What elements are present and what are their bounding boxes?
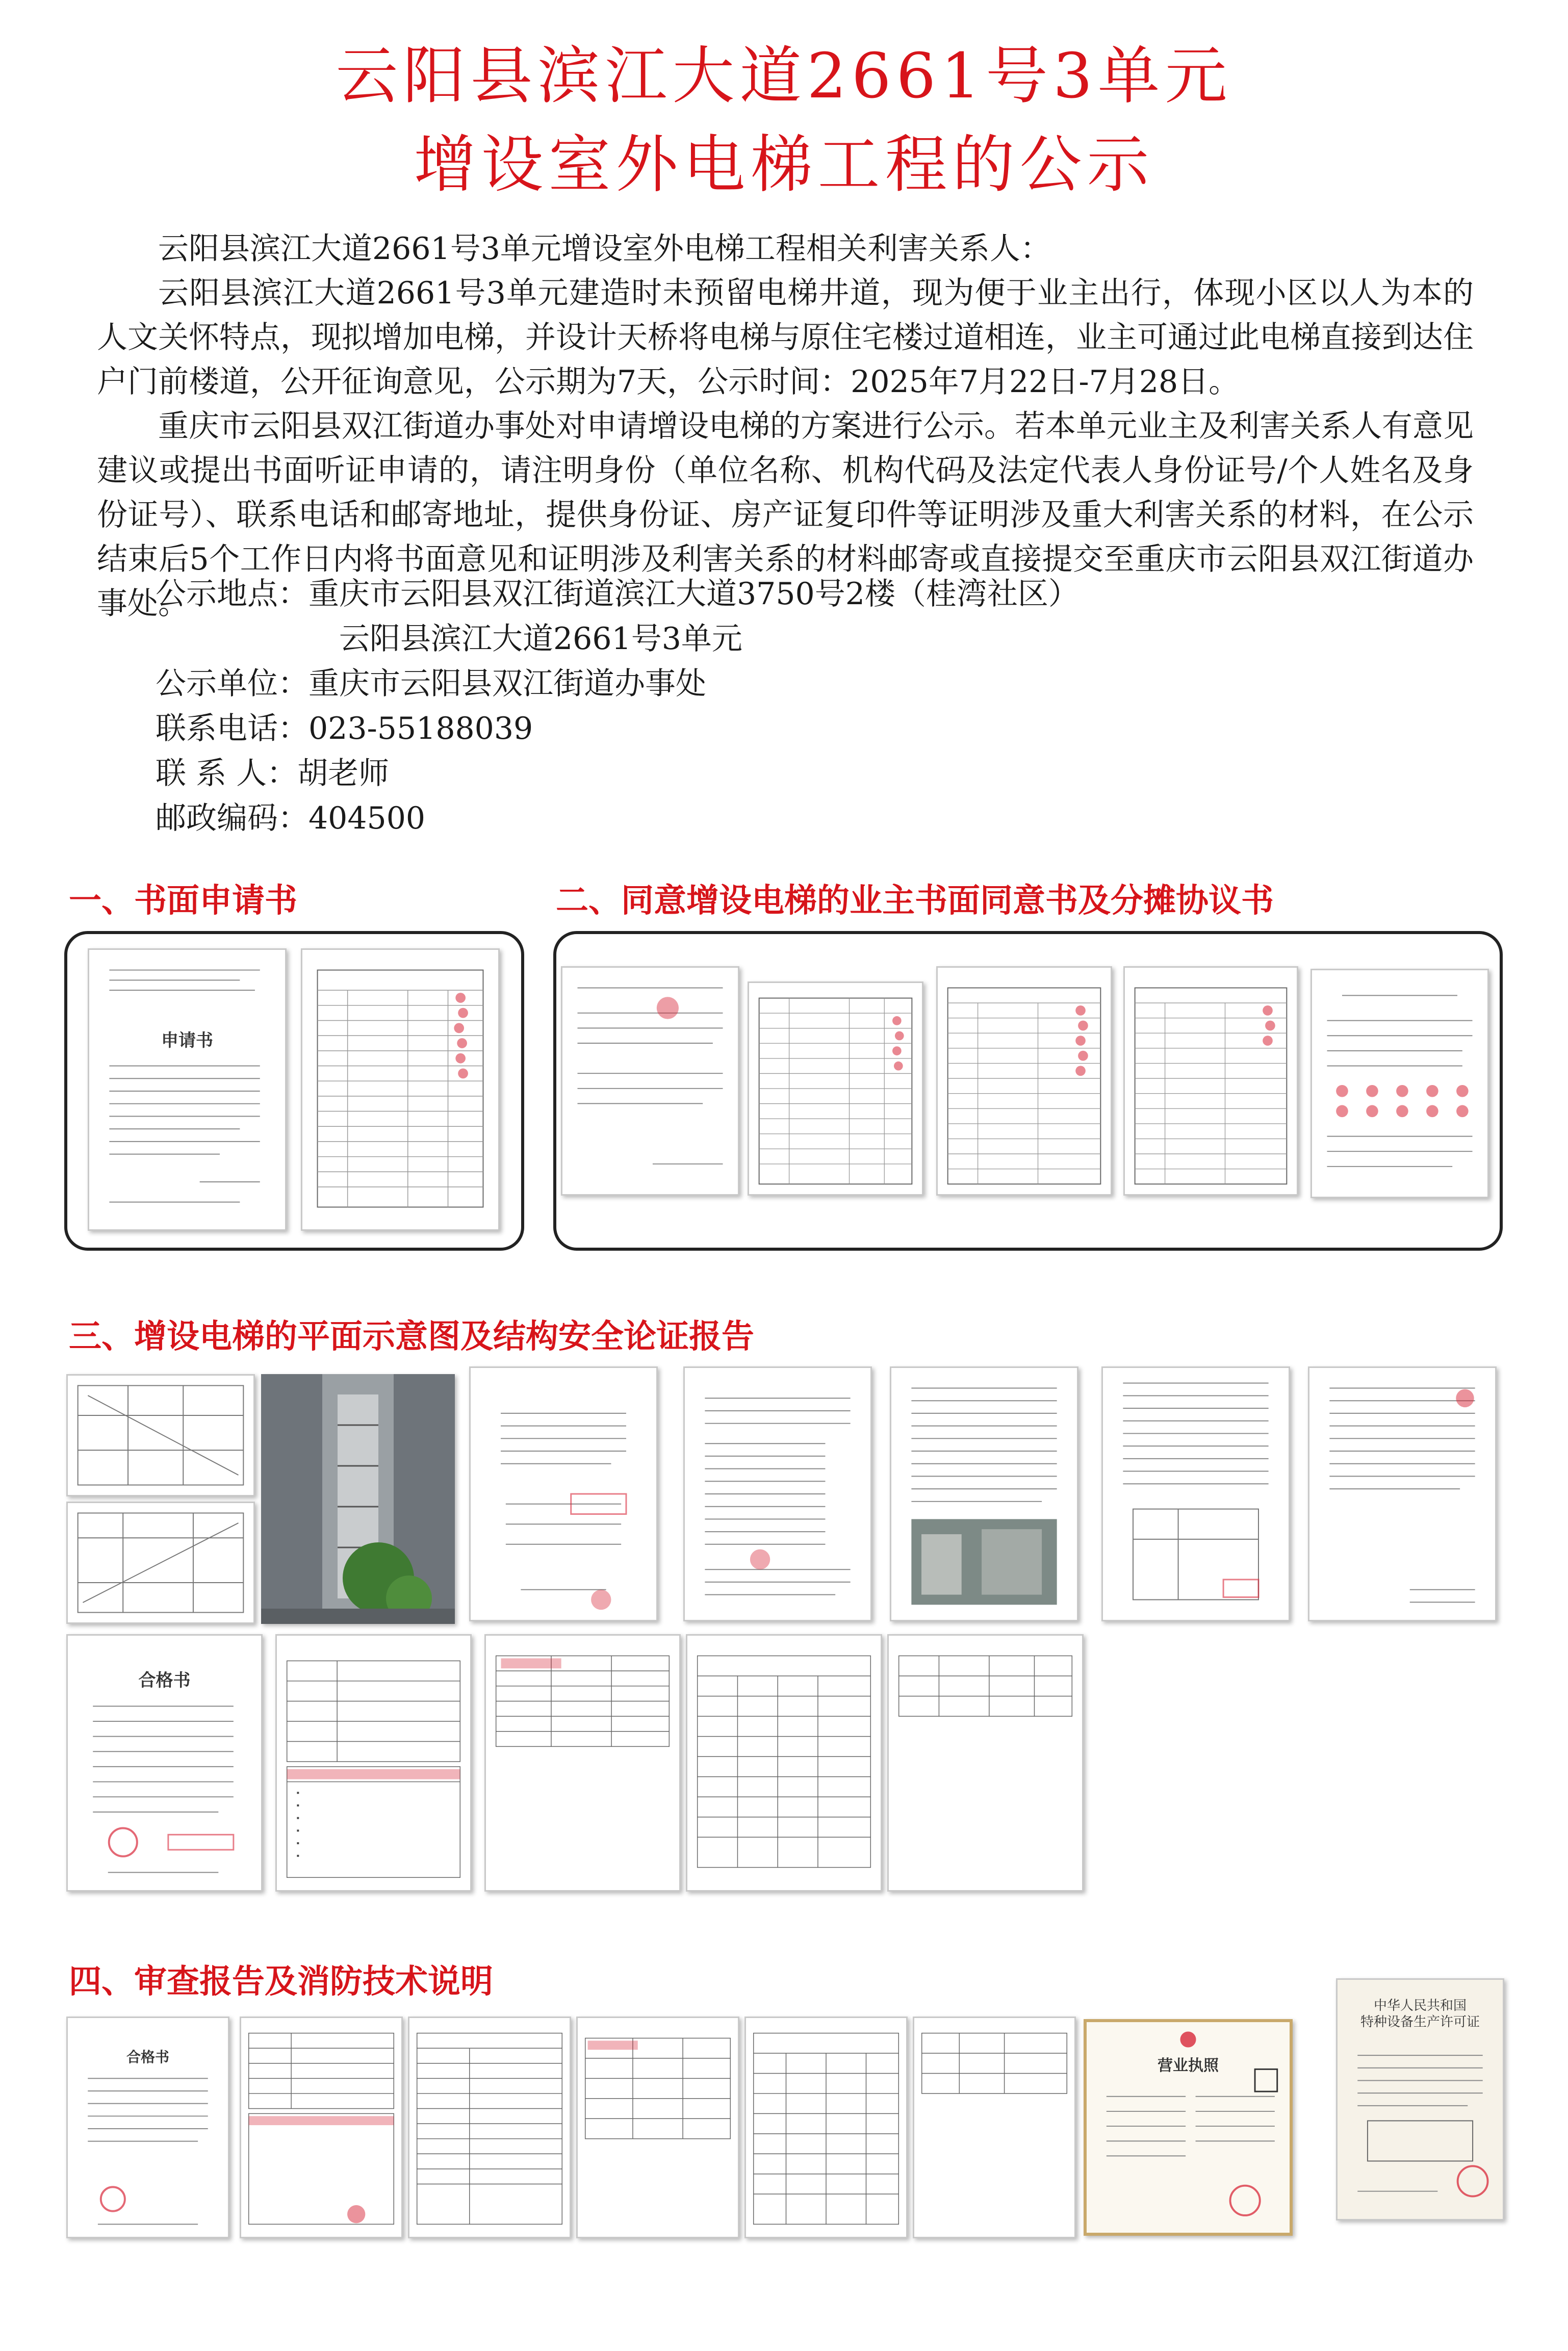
fire-form-doc-5	[913, 2017, 1076, 2238]
salutation: 云阳县滨江大道2661号3单元增设室外电梯工程相关利害关系人：	[158, 231, 1051, 267]
cost-sharing-agreement-doc	[1310, 969, 1489, 1198]
contact-person-line: 联 系 人：胡老师	[156, 756, 390, 791]
safety-report-page-4-doc	[1101, 1366, 1290, 1621]
fire-form-doc-3	[576, 2017, 739, 2238]
location-line-2: 云阳县滨江大道2661号3单元	[339, 621, 742, 657]
consent-doc-3	[936, 966, 1112, 1196]
applicant-signature-list-doc	[301, 948, 500, 1231]
section-1-heading: 一、书面申请书	[69, 882, 297, 920]
safety-report-page-2-doc	[683, 1366, 872, 1621]
review-certificate-doc	[66, 2017, 229, 2238]
review-certificate-label: 合格书	[126, 2049, 169, 2065]
safety-report-page-5-doc	[1308, 1366, 1497, 1621]
building-photo	[261, 1374, 455, 1624]
business-license-doc	[1084, 2019, 1293, 2236]
hege-label: 合格书	[138, 1670, 191, 1691]
fire-form-doc-1	[240, 2017, 403, 2238]
location-line-1: 公示地点：重庆市云阳县双江街道滨江大道3750号2楼（桂湾社区）	[156, 576, 1079, 612]
paragraph-2: 重庆市云阳县双江街道办事处对申请增设电梯的方案进行公示。若本单元业主及利害关系人有意见建议或提出书面听证申请的，请注明身份（单位名称、机构代码及法定代表人身份证号/个人姓名及身份证号）、联系电话和邮寄地址，提供身份证、房产证复印件等证明涉及重大利害关系的材料，在公示结束后5个工作日内将书面意见和证明涉及利害关系的材料邮寄或直接提交至重庆市云阳县双江街道办事处。	[97, 408, 1474, 622]
safety-report-cover-doc	[469, 1366, 658, 1621]
fire-form-doc-2	[408, 2017, 571, 2238]
safety-report-page-3-doc	[890, 1366, 1078, 1621]
phone-line: 联系电话：023-55188039	[156, 711, 533, 746]
page-title-line1: 云阳县滨江大道2661号3单元	[336, 40, 1232, 112]
review-form-doc-2	[484, 1634, 681, 1892]
review-form-doc-3	[686, 1634, 882, 1892]
review-form-doc-1	[275, 1634, 472, 1892]
site-plan-doc-1	[66, 1374, 255, 1496]
review-form-doc-4	[887, 1634, 1084, 1892]
permit-sub-label: 特种设备生产许可证	[1360, 2014, 1480, 2030]
special-equipment-permit-doc	[1336, 1978, 1504, 2220]
consent-doc-2	[748, 981, 923, 1196]
fire-form-doc-4	[744, 2017, 908, 2238]
application-label: 申请书	[161, 1030, 213, 1051]
business-license-label: 营业执照	[1158, 2057, 1219, 2075]
consent-doc-4	[1123, 966, 1298, 1196]
site-plan-doc-2	[66, 1502, 255, 1624]
section-3-heading: 三、增设电梯的平面示意图及结构安全论证报告	[69, 1318, 754, 1356]
qualification-certificate-doc	[66, 1634, 263, 1892]
section-2-heading: 二、同意增设电梯的业主书面同意书及分摊协议书	[556, 882, 1274, 920]
permit-title-label: 中华人民共和国	[1373, 1998, 1467, 2013]
consent-doc-1	[561, 966, 739, 1196]
paragraph-1: 云阳县滨江大道2661号3单元建造时未预留电梯井道，现为便于业主出行，体现小区以人为本的人文关怀特点，现拟增加电梯，并设计天桥将电梯与原住宅楼过道相连，业主可通过此电梯直接到达住户门前楼道，公开征询意见，公示期为7天，公示时间：2025年7月22日-7月28日。	[97, 275, 1474, 400]
postcode-line: 邮政编码：404500	[156, 800, 426, 836]
page-title-line2: 增设室外电梯工程的公示	[414, 128, 1154, 201]
unit-line: 公示单位：重庆市云阳县双江街道办事处	[156, 666, 706, 702]
contact-info	[156, 572, 1079, 841]
application-letter-doc	[88, 948, 287, 1231]
section-4-heading: 四、审查报告及消防技术说明	[69, 1963, 493, 2001]
notice-body	[97, 227, 1474, 626]
